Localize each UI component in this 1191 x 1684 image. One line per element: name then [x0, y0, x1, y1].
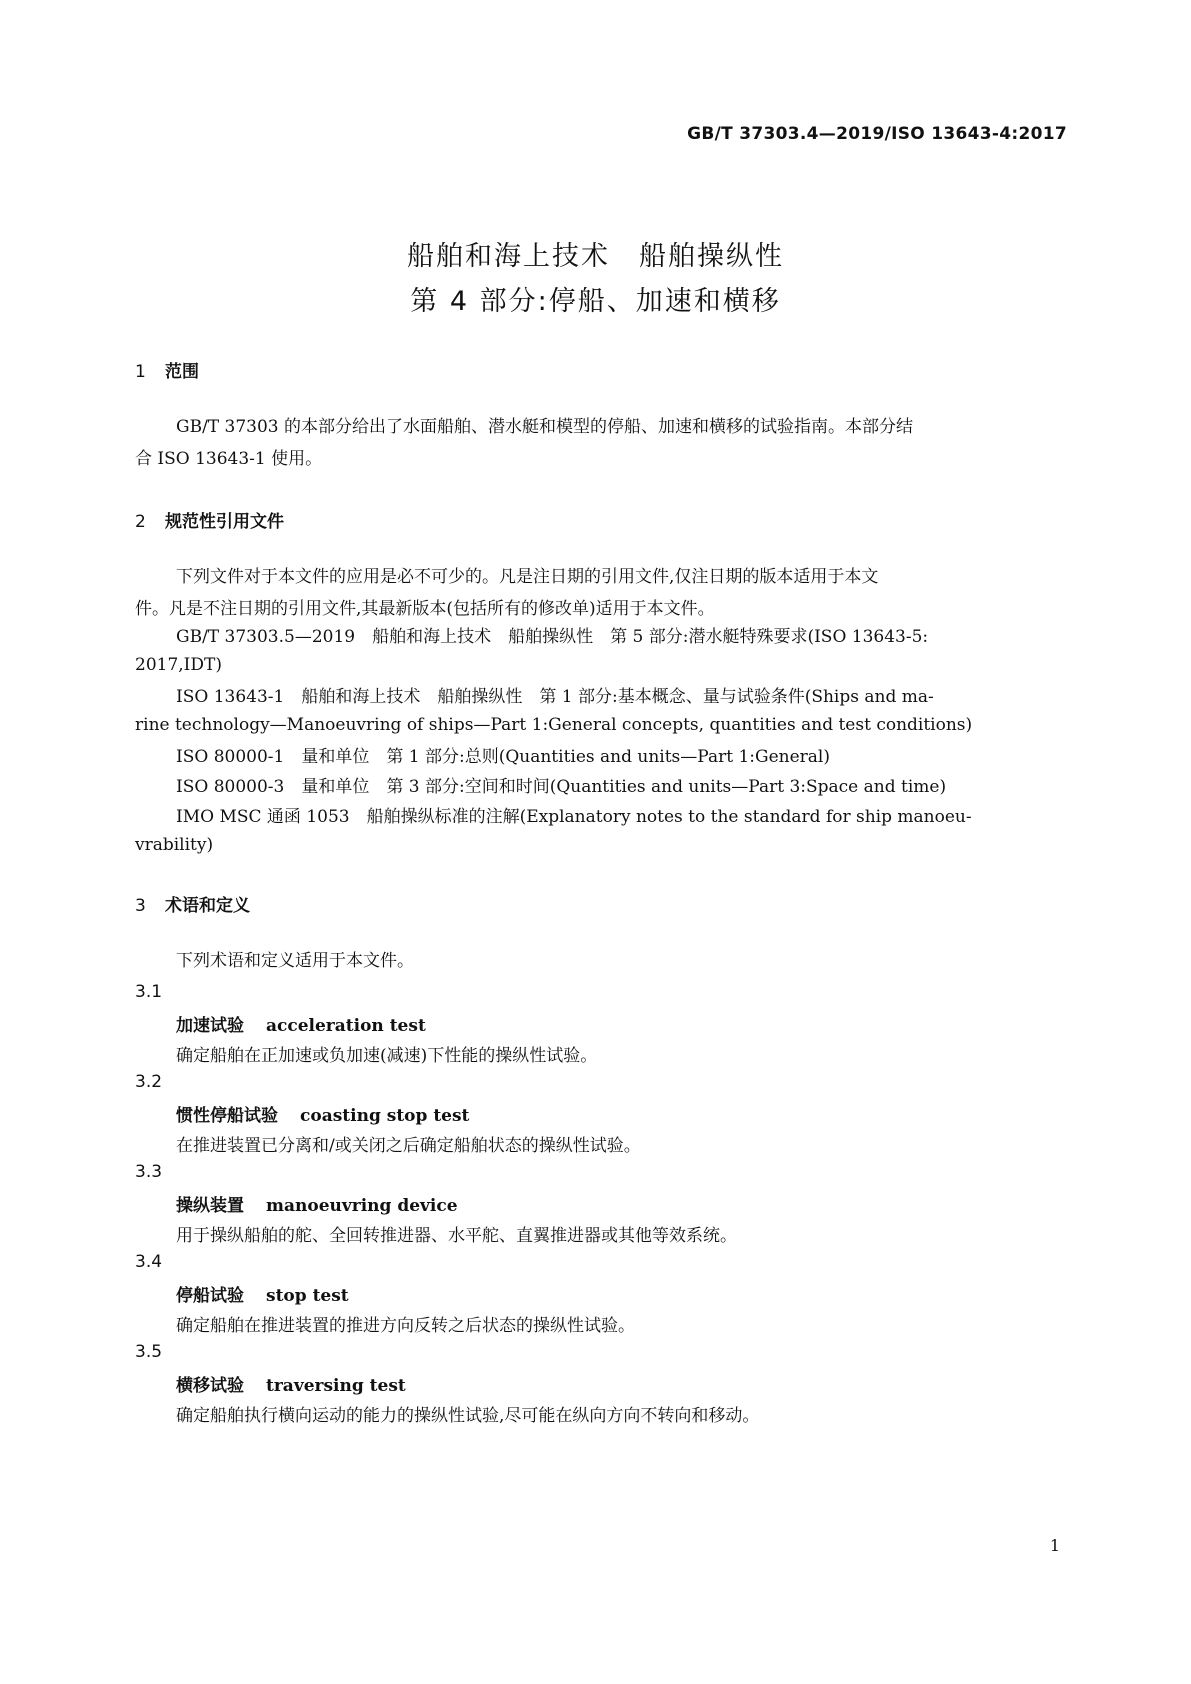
section-number: 2 — [135, 512, 146, 532]
reference-1-line1: GB/T 37303.5—2019 船舶和海上技术 船舶操纵性 第 5 部分:潜水艇特殊要求(ISO 13643-5: — [176, 627, 929, 647]
term-definition: 确定船舶在推进装置的推进方向反转之后状态的操纵性试验。 — [176, 1316, 635, 1336]
term-number: 3.2 — [135, 1072, 163, 1092]
term-heading: 加速试验 acceleration test — [176, 1016, 426, 1036]
references-intro-line1: 下列文件对于本文件的应用是必不可少的。凡是注日期的引用文件,仅注日期的版本适用于本文 — [176, 567, 879, 587]
reference-2-line2: rine technology—Manoeuvring of ships—Part 1:General concepts, quantities and test conditions) — [135, 715, 973, 735]
document-title-line1: 船舶和海上技术 船舶操纵性 — [407, 241, 784, 272]
terms-intro: 下列术语和定义适用于本文件。 — [176, 951, 414, 971]
scope-paragraph-line1: GB/T 37303 的本部分给出了水面船舶、潜水艇和模型的停船、加速和横移的试验指南。本部分结 — [176, 417, 914, 437]
term-heading: 横移试验 traversing test — [176, 1376, 406, 1396]
page-number: 1 — [1049, 1536, 1060, 1555]
term-number: 3.5 — [135, 1342, 163, 1362]
references-intro-line2: 件。凡是不注日期的引用文件,其最新版本(包括所有的修改单)适用于本文件。 — [135, 599, 715, 619]
standard-number: GB/T 37303.4—2019/ISO 13643-4:2017 — [687, 124, 1067, 144]
term-number: 3.3 — [135, 1162, 163, 1182]
term-heading: 操纵装置 manoeuvring device — [176, 1196, 458, 1216]
term-definition: 确定船舶执行横向运动的能力的操纵性试验,尽可能在纵向方向不转向和移动。 — [176, 1406, 760, 1426]
term-definition: 用于操纵船舶的舵、全回转推进器、水平舵、直翼推进器或其他等效系统。 — [176, 1226, 737, 1246]
reference-5-line2: vrability) — [135, 835, 214, 855]
reference-3: ISO 80000-1 量和单位 第 1 部分:总则(Quantities and units—Part 1:General) — [176, 747, 830, 767]
section-3-heading — [135, 891, 250, 916]
document-title-line2: 第 4 部分:停船、加速和横移 — [410, 286, 781, 317]
scope-paragraph-line2: 合 ISO 13643-1 使用。 — [135, 449, 323, 469]
term-number: 3.1 — [135, 982, 163, 1002]
section-number: 3 — [135, 896, 146, 916]
reference-4: ISO 80000-3 量和单位 第 3 部分:空间和时间(Quantities and units—Part 3:Space and time) — [176, 777, 947, 797]
term-definition: 在推进装置已分离和/或关闭之后确定船舶状态的操纵性试验。 — [176, 1136, 641, 1156]
section-2-heading — [135, 507, 284, 532]
section-title: 范围 — [165, 362, 199, 382]
term-definition: 确定船舶在正加速或负加速(减速)下性能的操纵性试验。 — [176, 1046, 598, 1066]
section-title: 规范性引用文件 — [165, 512, 284, 532]
reference-2-line1: ISO 13643-1 船舶和海上技术 船舶操纵性 第 1 部分:基本概念、量与试验条件(Ships and ma- — [176, 687, 934, 707]
term-heading: 停船试验 stop test — [176, 1286, 349, 1306]
reference-1-line2: 2017,IDT) — [135, 655, 222, 675]
term-heading: 惯性停船试验 coasting stop test — [176, 1106, 470, 1126]
section-title: 术语和定义 — [165, 896, 250, 916]
section-1-heading — [135, 357, 199, 382]
term-number: 3.4 — [135, 1252, 163, 1272]
reference-5-line1: IMO MSC 通函 1053 船舶操纵标准的注解(Explanatory notes to the standard for ship manoeu- — [176, 807, 972, 827]
section-number: 1 — [135, 362, 146, 382]
